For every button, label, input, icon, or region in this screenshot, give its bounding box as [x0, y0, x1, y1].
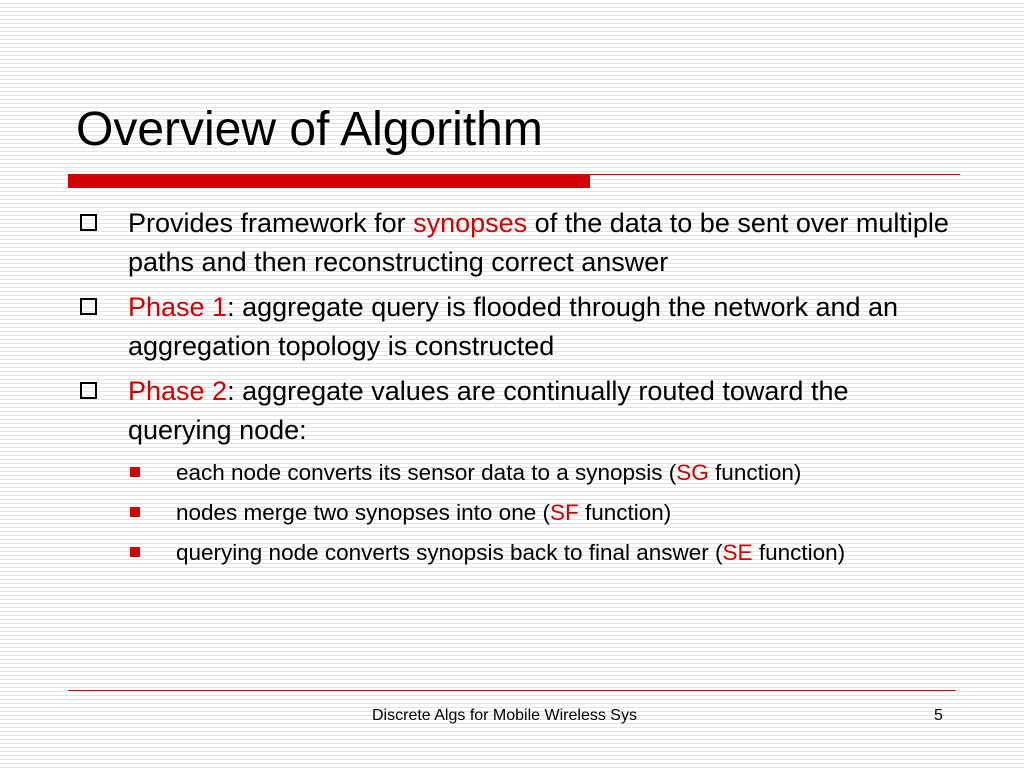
title-rule-thick	[68, 174, 590, 188]
bullet-text-segment: : aggregate values are continually routed toward the querying node:	[128, 376, 849, 445]
sub-bullet-text	[176, 540, 845, 565]
hollow-square-icon	[80, 298, 97, 315]
bullet-text-segment: : aggregate query is flooded through the network and an aggregation topology is constructed	[128, 292, 899, 361]
bullet-text-segment: function)	[708, 460, 802, 485]
title-rule-thin	[590, 174, 960, 175]
highlight-term: Phase 1	[128, 292, 228, 322]
highlight-term: SG	[676, 460, 709, 485]
bullet-text	[128, 292, 898, 361]
bullet-item-3	[76, 372, 956, 450]
bullet-text-segment: nodes merge two synopses into one (	[176, 500, 550, 525]
bullet-text-segment: function)	[752, 540, 846, 565]
sub-bullet-item-2	[124, 496, 956, 530]
filled-square-icon	[130, 467, 140, 477]
sub-bullet-item-1	[124, 456, 956, 490]
bullet-text-segment: Provides framework for	[128, 208, 414, 238]
sub-bullet-text	[176, 500, 671, 525]
footer-text: Discrete Algs for Mobile Wireless Sys	[372, 707, 637, 724]
sub-bullet-item-3	[124, 536, 956, 570]
bullet-text	[128, 208, 949, 277]
filled-square-icon	[130, 547, 140, 557]
bullet-item-1	[76, 204, 956, 282]
highlight-term: synopses	[413, 208, 528, 238]
bullet-text-segment: each node converts its sensor data to a synopsis (	[176, 460, 677, 485]
slide-number: 5	[934, 707, 943, 724]
highlight-term: Phase 2	[128, 376, 228, 406]
hollow-square-icon	[80, 214, 97, 231]
bullet-text-segment: function)	[578, 500, 672, 525]
bullet-text-segment: querying node converts synopsis back to final answer (	[176, 540, 723, 565]
bullet-text	[128, 376, 848, 445]
highlight-term: SF	[549, 500, 579, 525]
title-rule	[68, 174, 960, 188]
bullet-item-2	[76, 288, 956, 366]
highlight-term: SE	[722, 540, 753, 565]
sub-bullet-text	[176, 460, 801, 485]
bullet-text-segment: of the data to be sent over multiple paths and then reconstructing correct answer	[128, 208, 949, 277]
slide-content	[76, 204, 956, 576]
hollow-square-icon	[80, 382, 97, 399]
filled-square-icon	[130, 507, 140, 517]
footer-rule	[68, 690, 956, 691]
slide-title: Overview of Algorithm	[76, 103, 543, 156]
